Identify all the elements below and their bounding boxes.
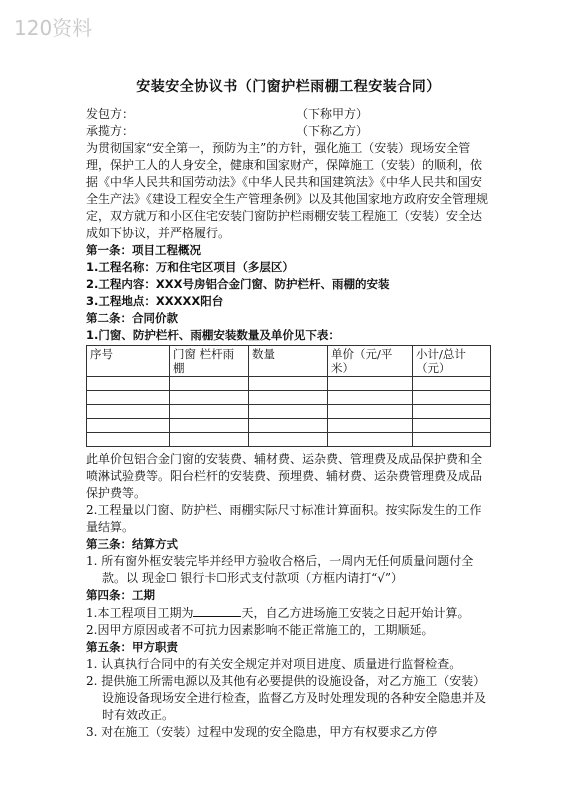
party-alias: （下称甲方） xyxy=(296,107,369,121)
table-cell xyxy=(170,433,249,447)
party-contractor xyxy=(86,123,491,140)
table-cell xyxy=(249,405,328,419)
table-cell xyxy=(413,377,491,391)
payment-clause: 1. 所有窗外框安装完毕并经甲方验收合格后，一周内无任何质量问题付全款。以 现金☐ 银行卡☐形式支付款项（方框内请打“√”） xyxy=(86,554,474,585)
duration-blank xyxy=(193,604,241,617)
price-table xyxy=(86,345,491,447)
article-1-heading: 第一条：项目工程概况 xyxy=(86,243,201,257)
table-row xyxy=(87,405,491,419)
column-header: 序号 xyxy=(87,346,170,377)
project-content: 2.工程内容：XXX号房铝合金门窗、防护栏杆、雨棚的安装 xyxy=(86,277,390,291)
table-cell xyxy=(413,419,491,433)
document-page xyxy=(86,76,491,741)
table-cell xyxy=(249,433,328,447)
duration-text-pre: 1.本工程项目工期为 xyxy=(86,606,194,620)
table-cell xyxy=(170,391,249,405)
quantity-note: 2.工程量以门窗、防护栏、雨棚实际尺寸标准计算面积。按实际发生的工作量结算。 xyxy=(86,503,482,534)
table-cell xyxy=(87,391,170,405)
table-cell xyxy=(87,405,170,419)
party-employer xyxy=(86,106,491,123)
table-cell xyxy=(328,433,413,447)
duty-item: 2. 提供施工所需电源以及其他有必要提供的设施设备，对乙方施工（安装）设施设备现场安全进行检查，监督乙方及时处理发现的各种安全隐患并及时有效改正。 xyxy=(86,674,487,722)
table-cell xyxy=(328,405,413,419)
table-row xyxy=(87,433,491,447)
party-label: 承揽方： xyxy=(86,124,135,138)
table-cell xyxy=(249,391,328,405)
article-5-heading: 第五条：甲方职责 xyxy=(86,640,178,654)
table-cell xyxy=(328,391,413,405)
table-cell xyxy=(170,377,249,391)
party-label: 发包方： xyxy=(86,107,135,121)
table-cell xyxy=(87,419,170,433)
article-4-heading: 第四条：工期 xyxy=(86,588,155,602)
document-title: 安装安全协议书（门窗护栏雨棚工程安装合同） xyxy=(136,79,441,95)
intro-paragraph: 为贯彻国家“安全第一，预防为主”的方针，强化施工（安装）现场安全管理，保护工人的人身安全，健康和国家财产，保障施工（安装）的顺利，依据《中华人民共和国劳动法》《中华人民共和国建筑法》《中华人民共和国安全生产法》《建设工程安全生产管理条例》以及其他国家地方政府安全管理规定，双方就万和小区住宅安装门窗防护栏雨棚安装工程施工（安装）安全达成如下协议，并严格履行。 xyxy=(86,141,489,240)
table-cell xyxy=(249,377,328,391)
price-table-caption: 1.门窗、防护栏杆、雨棚安装数量及单价见下表： xyxy=(86,328,340,342)
table-row xyxy=(87,419,491,433)
watermark: 120资料 xyxy=(14,16,93,40)
table-cell xyxy=(87,377,170,391)
project-name: 1.工程名称：万和住宅区项目（多层区） xyxy=(86,260,294,274)
table-cell xyxy=(170,405,249,419)
table-cell xyxy=(413,405,491,419)
table-cell xyxy=(87,433,170,447)
duty-item: 1. 认真执行合同中的有关安全规定并对项目进度、质量进行监督检查。 xyxy=(86,657,462,671)
extension-clause: 2.因甲方原因或者不可抗力因素影响不能正常施工的，工期顺延。 xyxy=(86,623,434,637)
project-location: 3.工程地点：XXXXX阳台 xyxy=(86,294,224,308)
duration-clause xyxy=(86,604,491,622)
table-row xyxy=(87,377,491,391)
column-header: 单价（元/平米） xyxy=(328,346,413,377)
table-cell xyxy=(328,377,413,391)
duration-text-post: 天，自乙方进场施工安装之日起开始计算。 xyxy=(241,606,470,620)
table-cell xyxy=(413,391,491,405)
article-2-heading: 第二条：合同价款 xyxy=(86,311,178,325)
table-cell xyxy=(413,433,491,447)
column-header: 小计/总计（元） xyxy=(413,346,491,377)
table-cell xyxy=(170,419,249,433)
table-row xyxy=(87,391,491,405)
party-alias: （下称乙方） xyxy=(296,124,369,138)
table-cell xyxy=(328,419,413,433)
table-cell xyxy=(249,419,328,433)
column-header: 数量 xyxy=(249,346,328,377)
duty-item: 3. 对在施工（安装）过程中发现的安全隐患，甲方有权要求乙方停 xyxy=(86,725,438,739)
column-header: 门窗 栏杆雨棚 xyxy=(170,346,249,377)
article-3-heading: 第三条：结算方式 xyxy=(86,537,178,551)
price-note: 此单价包铝合金门窗的安装费、辅材费、运杂费、管理费及成品保护费和全喷淋试验费等。阳台栏杆的安装费、预埋费、辅材费、运杂费管理费及成品保护费等。 xyxy=(86,452,483,500)
